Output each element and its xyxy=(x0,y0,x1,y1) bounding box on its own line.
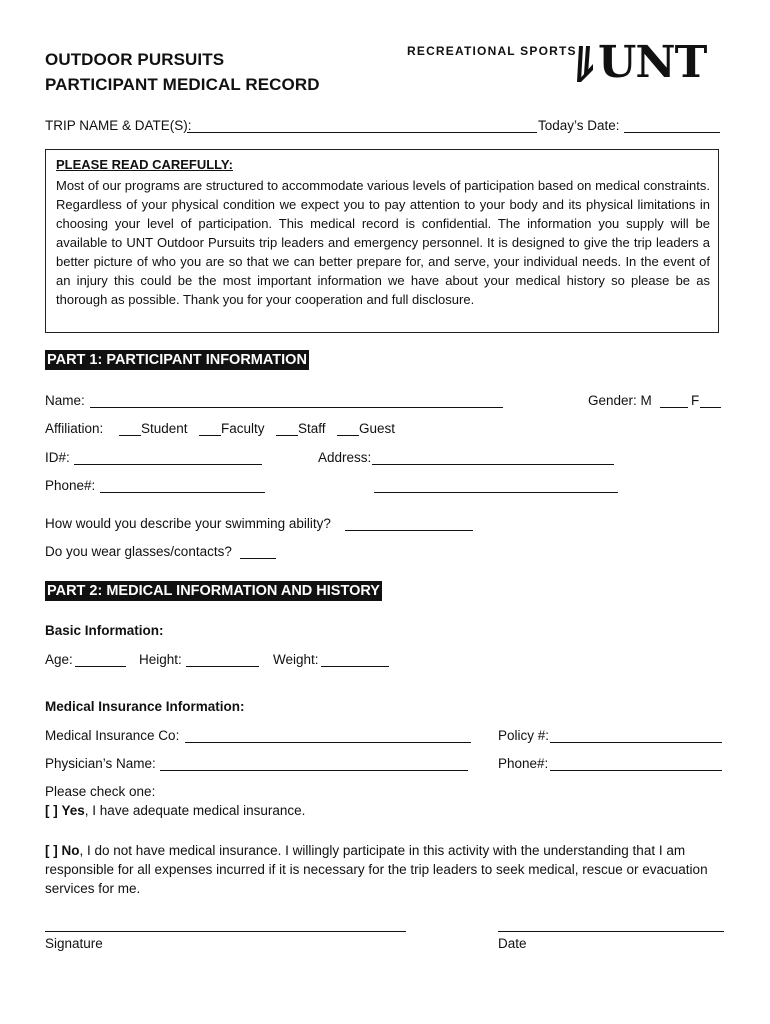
todays-date-label: Today’s Date: xyxy=(538,118,620,133)
signature-field[interactable] xyxy=(45,931,406,932)
physician-phone-label: Phone#: xyxy=(498,756,549,771)
height-field[interactable] xyxy=(186,666,259,667)
no-word: No xyxy=(61,843,80,858)
form-title-line1: OUTDOOR PURSUITS xyxy=(45,50,225,69)
check-prompt: Please check one: xyxy=(45,784,156,799)
name-label: Name: xyxy=(45,393,85,408)
glasses-label: Do you wear glasses/contacts? xyxy=(45,544,232,559)
date-label: Date xyxy=(498,936,527,951)
gender-m-field[interactable] xyxy=(660,407,688,408)
basic-info-heading: Basic Information: xyxy=(45,623,164,638)
swim-ability-field[interactable] xyxy=(345,530,473,531)
affiliation-faculty-field[interactable] xyxy=(199,435,221,436)
todays-date-field[interactable] xyxy=(624,132,720,133)
id-label: ID#: xyxy=(45,450,70,465)
name-field[interactable] xyxy=(90,407,503,408)
notice-heading: PLEASE READ CAREFULLY: xyxy=(56,157,233,172)
glasses-field[interactable] xyxy=(240,558,276,559)
policy-label: Policy #: xyxy=(498,728,550,743)
affiliation-staff: Staff xyxy=(298,421,326,436)
gender-label: Gender: M xyxy=(588,393,652,408)
phone-label: Phone#: xyxy=(45,478,96,493)
unt-eagle-icon xyxy=(575,44,595,84)
insurance-heading: Medical Insurance Information: xyxy=(45,699,245,714)
affiliation-label: Affiliation: xyxy=(45,421,104,436)
affiliation-guest: Guest xyxy=(359,421,396,436)
trip-name-field[interactable] xyxy=(187,132,537,133)
insurance-co-label: Medical Insurance Co: xyxy=(45,728,180,743)
no-checkbox[interactable]: [ ] xyxy=(45,843,58,858)
yes-word: Yes xyxy=(61,803,85,818)
height-label: Height: xyxy=(139,652,182,667)
yes-checkbox[interactable]: [ ] xyxy=(45,803,58,818)
no-text: , I do not have medical insurance. I willingly participate in this activity with the understanding that I am responsible for all expenses incurred if it is necessary for the trip leaders to seek medical, rescue or evacuation services for me. xyxy=(45,843,708,896)
logo-text: RECREATIONAL SPORTS xyxy=(407,44,577,58)
gender-f-label: F xyxy=(691,393,700,408)
insurance-no-option[interactable] xyxy=(45,841,725,898)
trip-name-label: TRIP NAME & DATE(S): xyxy=(45,118,192,133)
affiliation-staff-field[interactable] xyxy=(276,435,298,436)
part2-heading: PART 2: MEDICAL INFORMATION AND HISTORY xyxy=(47,583,380,599)
insurance-co-field[interactable] xyxy=(185,742,471,743)
physician-label: Physician’s Name: xyxy=(45,756,156,771)
physician-phone-field[interactable] xyxy=(550,770,722,771)
notice-body: Most of our programs are structured to accommodate various levels of participation based on medical constraints. Regardless of your physical condition we expect you to pay attention to your body and its physical limitations in choosing your level of participation. This medical record is confidential. The information you supply will be available to UNT Outdoor Pursuits trip leaders and emergency personnel. It is designed to give the trip leaders a better picture of who you are so that we can better prepare for, and serve, your individual needs. In the event of an injury this could be the most important information we have about your medical history so please be as thorough as possible. Thank you for your cooperation and full disclosure. xyxy=(56,178,710,307)
age-label: Age: xyxy=(45,652,73,667)
weight-label: Weight: xyxy=(273,652,319,667)
unt-logo: UNT xyxy=(598,37,707,88)
yes-text: , I have adequate medical insurance. xyxy=(84,803,306,818)
phone-field[interactable] xyxy=(100,492,265,493)
address-field-line1[interactable] xyxy=(372,464,614,465)
id-field[interactable] xyxy=(74,464,262,465)
weight-field[interactable] xyxy=(321,666,389,667)
gender-f-field[interactable] xyxy=(700,407,721,408)
swim-ability-label: How would you describe your swimming ability? xyxy=(45,516,331,531)
insurance-yes-option[interactable] xyxy=(45,803,305,818)
signature-label: Signature xyxy=(45,936,103,951)
notice-box xyxy=(45,149,719,333)
date-field[interactable] xyxy=(498,931,724,932)
physician-field[interactable] xyxy=(160,770,468,771)
age-field[interactable] xyxy=(75,666,126,667)
affiliation-faculty: Faculty xyxy=(221,421,265,436)
address-label: Address: xyxy=(318,450,372,465)
policy-field[interactable] xyxy=(550,742,722,743)
affiliation-student: Student xyxy=(141,421,188,436)
form-title-line2: PARTICIPANT MEDICAL RECORD xyxy=(45,75,320,94)
part1-heading: PART 1: PARTICIPANT INFORMATION xyxy=(47,352,307,368)
affiliation-student-field[interactable] xyxy=(119,435,141,436)
address-field-line2[interactable] xyxy=(374,492,618,493)
affiliation-guest-field[interactable] xyxy=(337,435,359,436)
